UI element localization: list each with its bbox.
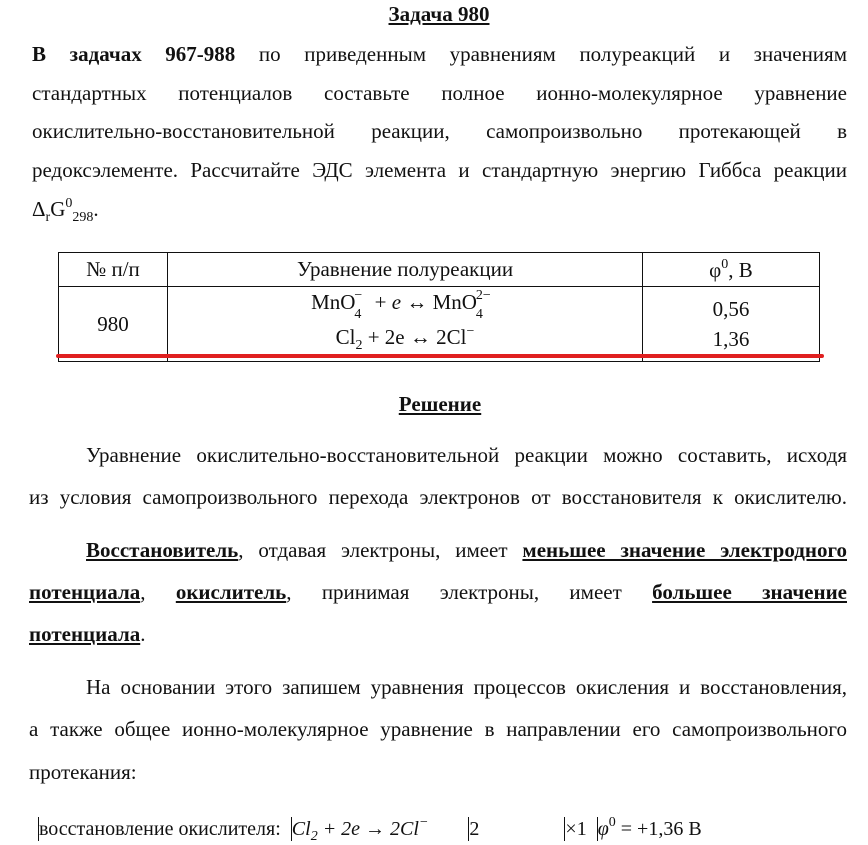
para3-line-2: а также общее ионно-молекулярное уравнение в направлении его самопроизвольного [29, 717, 847, 741]
row-potentials [643, 287, 820, 362]
ion-permanganate-charge: − [354, 288, 363, 303]
table-row [59, 287, 820, 362]
ion-permanganate [311, 287, 363, 322]
gibbs-symbol: G [50, 197, 66, 221]
gibbs-superscript: 0 [65, 196, 73, 211]
intro-line-1-text: по приведенным уравнениям полуреакций и значениям [235, 42, 847, 66]
reduction-charge: − [418, 815, 429, 830]
term-lower-potential: меньшее значение электродного [522, 538, 847, 562]
delta-subscript: r [45, 210, 51, 225]
para2-text-b: , [140, 580, 176, 604]
header-number: № п/п [59, 253, 168, 287]
para3-line-1: На основании этого запишем уравнения процессов окисления и восстановления, [86, 675, 847, 699]
gibbs-subscript: 298 [72, 210, 94, 225]
multiplier: ×1 [565, 818, 587, 840]
para2-text-a: , отдавая электроны, имеет [238, 538, 523, 562]
intro-line-2: стандартных потенциалов составьте полное ионно-молекулярное уравнение [32, 81, 847, 105]
equation-mno4 [168, 287, 642, 322]
para2-line-3 [29, 622, 847, 647]
phi-symbol: φ [709, 257, 722, 282]
header-equation: Уравнение полуреакции [168, 253, 643, 287]
para2-text-b2: , принимая электроны, имеет [286, 580, 653, 604]
header-potential [643, 253, 820, 287]
term-oxidizer: окислитель [175, 580, 287, 604]
electron-symbol: e [391, 290, 402, 314]
row-equations [168, 287, 643, 362]
red-underline-annotation [56, 354, 824, 358]
chlorine-index: 2 [355, 338, 363, 353]
para2-line-2 [29, 580, 847, 605]
intro-line-5 [32, 196, 847, 226]
ion-manganate-formula: MnO [432, 290, 477, 314]
term-potential-2: потенциала [29, 622, 141, 646]
para3-line-3: протекания: [29, 760, 137, 784]
electron-count: 2 [469, 818, 480, 840]
chloride-charge: − [466, 324, 475, 339]
intro-line-3: окислительно-восстановительной реакции, самопроизвольно протекающей в [32, 119, 847, 143]
para1-line-1: Уравнение окислительно-восстановительной реакции можно составить, исходя [86, 443, 847, 467]
para2-line-1 [29, 538, 847, 563]
para1-line-2: из условия самопроизвольного перехода электронов от восстановителя к окислителю. [29, 485, 847, 509]
term-reducer: Восстановитель [86, 538, 239, 562]
intro-range-bold: В задачах 967-988 [32, 42, 236, 66]
reduction-chlorine: Cl [291, 818, 311, 840]
ion-manganate-index: 4 [475, 307, 483, 322]
delta-symbol: Δ [32, 197, 46, 221]
para2-text-c: . [140, 622, 146, 646]
half-reaction-table [58, 252, 820, 362]
solution-title: Решение [398, 392, 482, 416]
intro-line-1 [32, 42, 847, 67]
reduction-equation-rest: + 2e → 2Cl [317, 818, 419, 840]
plus-sign: + [369, 290, 392, 314]
task-title: Задача 980 [388, 2, 490, 26]
potential-2: 1,36 [712, 327, 750, 351]
ion-manganate-charge: 2− [475, 288, 491, 303]
ion-manganate [432, 287, 491, 322]
table-header-row [59, 253, 820, 287]
chlorine-formula: Cl [335, 325, 356, 349]
phi-unit: , В [728, 257, 753, 282]
ion-permanganate-index: 4 [354, 307, 362, 322]
chlorine-equation-rest: + 2e ↔ 2Cl [362, 325, 467, 349]
equilibrium-arrow: ↔ [401, 290, 433, 314]
reduction-chlorine-index: 2 [310, 829, 318, 844]
intro-end: . [93, 197, 99, 221]
term-potential-1: потенциала [29, 580, 141, 604]
reduction-phi: φ [597, 818, 609, 840]
phi-superscript: 0 [721, 256, 729, 272]
reduction-label: восстановление окислителя: [39, 818, 281, 840]
reduction-row [38, 815, 702, 845]
reduction-phi-value: = +1,36 В [615, 818, 702, 840]
potential-1: 0,56 [712, 297, 750, 321]
ion-permanganate-formula: MnO [311, 290, 356, 314]
term-higher-value: большее значение [652, 580, 847, 604]
intro-line-4: редоксэлементе. Рассчитайте ЭДС элемента и стандартную энергию Гиббса реакции [32, 158, 847, 182]
reduction-phi-sup: 0 [608, 815, 616, 830]
row-number: 980 [59, 287, 168, 362]
